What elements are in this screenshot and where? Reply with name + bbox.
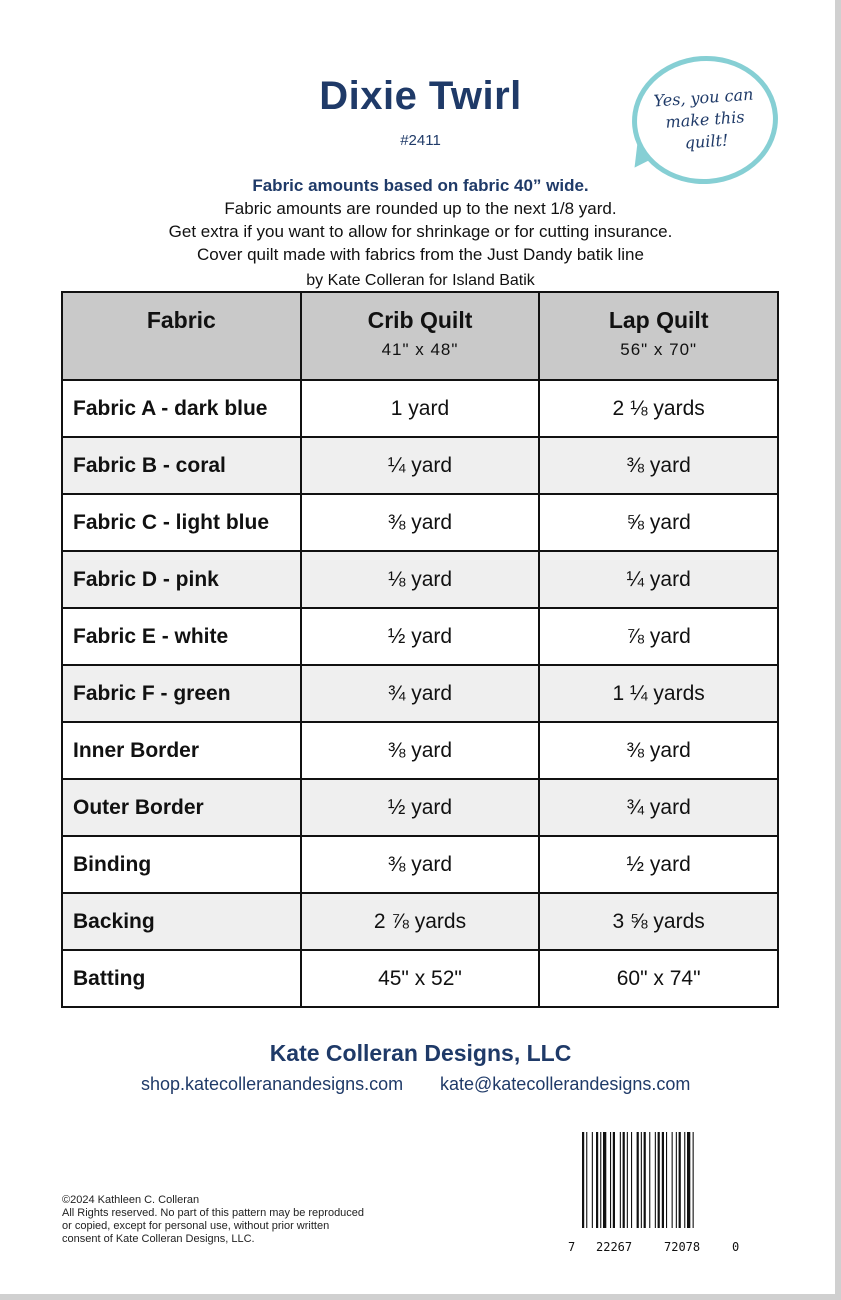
fabric-name: Inner Border: [62, 722, 301, 779]
crib-amount: ½ yard: [301, 608, 540, 665]
pattern-number: #2411: [400, 132, 441, 149]
barcode-digit-right: 0: [732, 1240, 740, 1254]
header-fabric: [62, 292, 301, 380]
table-row: [62, 437, 778, 494]
email-link[interactable]: kate@katecollerandesigns.com: [440, 1074, 691, 1094]
lap-amount: 3 ⅝ yards: [539, 893, 778, 950]
header-label: Crib Quilt: [367, 307, 473, 333]
lap-amount: 60" x 74": [539, 950, 778, 1007]
lap-amount: ⅝ yard: [539, 494, 778, 551]
rounding-note: Fabric amounts are rounded up to the next 1/8 yard.: [224, 199, 617, 218]
barcode-group-1: 22267: [596, 1240, 633, 1254]
table-row: [62, 380, 778, 437]
barcode-icon: [580, 1132, 730, 1228]
barcode-digit-left: 7: [568, 1240, 576, 1254]
table-row: [62, 608, 778, 665]
crib-amount: ⅛ yard: [301, 551, 540, 608]
crib-amount: ⅜ yard: [301, 722, 540, 779]
barcode-group-2: 72078: [664, 1240, 701, 1254]
fabric-name: Fabric E - white: [62, 608, 301, 665]
fabric-requirements-table: [61, 291, 779, 1008]
lap-amount: ⅜ yard: [539, 722, 778, 779]
table-row: [62, 665, 778, 722]
intro-notes: [0, 174, 841, 292]
fabric-width-note: Fabric amounts based on fabric 40” wide.: [252, 176, 589, 195]
lap-amount: 1 ¼ yards: [539, 665, 778, 722]
header-size: 56" x 70": [620, 340, 698, 359]
crib-amount: ¾ yard: [301, 665, 540, 722]
table-row: [62, 893, 778, 950]
fabric-name: Fabric B - coral: [62, 437, 301, 494]
cover-quilt-note: Cover quilt made with fabrics from the Just Dandy batik line: [197, 245, 644, 264]
crib-amount: ⅜ yard: [301, 494, 540, 551]
table-row: [62, 836, 778, 893]
lap-amount: ⅜ yard: [539, 437, 778, 494]
copyright-line: or copied, except for personal use, without prior written: [62, 1220, 330, 1232]
table-header-row: [62, 292, 778, 380]
table-row: [62, 779, 778, 836]
extra-note: Get extra if you want to allow for shrinkage or for cutting insurance.: [168, 222, 673, 241]
fabric-name: Backing: [62, 893, 301, 950]
lap-amount: ¼ yard: [539, 551, 778, 608]
lap-amount: 2 ⅛ yards: [539, 380, 778, 437]
crib-amount: ⅜ yard: [301, 836, 540, 893]
header-label: Lap Quilt: [608, 307, 709, 333]
header-size: 41" x 48": [381, 340, 459, 359]
copyright-line: All Rights reserved. No part of this pattern may be reproduced: [62, 1207, 365, 1219]
fabric-name: Fabric F - green: [62, 665, 301, 722]
table-row: [62, 950, 778, 1007]
designer-note: by Kate Colleran for Island Batik: [306, 272, 535, 289]
crib-amount: ½ yard: [301, 779, 540, 836]
company-name: Kate Colleran Designs, LLC: [269, 1040, 572, 1066]
table-row: [62, 494, 778, 551]
table-row: [62, 551, 778, 608]
fabric-name: Fabric A - dark blue: [62, 380, 301, 437]
fabric-name: Binding: [62, 836, 301, 893]
lap-amount: ⅞ yard: [539, 608, 778, 665]
header-crib-quilt: [301, 292, 540, 380]
copyright-notice: [62, 1194, 442, 1246]
fabric-name: Batting: [62, 950, 301, 1007]
lap-amount: ¾ yard: [539, 779, 778, 836]
copyright-line: ©2024 Kathleen C. Colleran: [62, 1194, 200, 1206]
fabric-name: Fabric D - pink: [62, 551, 301, 608]
crib-amount: 45" x 52": [301, 950, 540, 1007]
speech-bubble-text: Yes, you can make this quilt!: [652, 84, 754, 153]
fabric-name: Outer Border: [62, 779, 301, 836]
fabric-name: Fabric C - light blue: [62, 494, 301, 551]
crib-amount: ¼ yard: [301, 437, 540, 494]
shop-link[interactable]: shop.katecolleranandesigns.com: [141, 1074, 404, 1094]
lap-amount: ½ yard: [539, 836, 778, 893]
pattern-title: Dixie Twirl: [319, 74, 522, 118]
copyright-line: consent of Kate Colleran Designs, LLC.: [62, 1233, 255, 1245]
crib-amount: 2 ⅞ yards: [301, 893, 540, 950]
header-lap-quilt: [539, 292, 778, 380]
crib-amount: 1 yard: [301, 380, 540, 437]
table-row: [62, 722, 778, 779]
header-label: Fabric: [146, 307, 216, 333]
